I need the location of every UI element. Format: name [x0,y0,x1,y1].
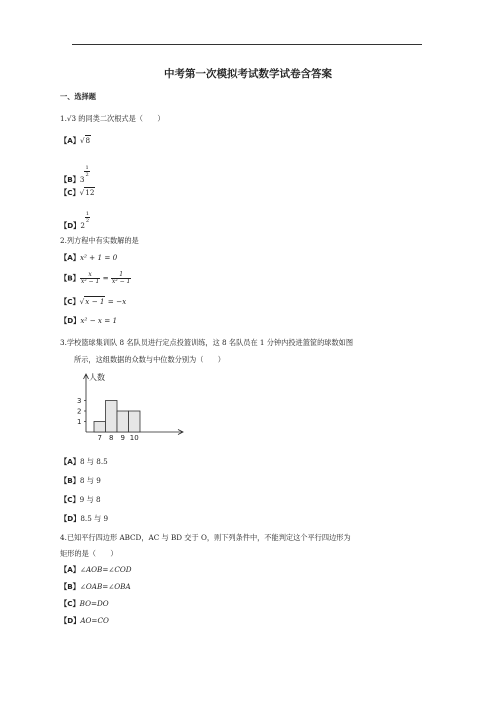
question-3-stem-line1: 3.学校篮球集训队 8 名队员进行定点投篮训练，这 8 名队员在 1 分钟内投进篮筐的球数如图 [60,338,354,347]
question-4-stem-line2: 矩形的是（ ） [60,549,118,558]
q1-option-d[interactable] [60,211,90,231]
y-axis-label: 人数 [89,373,105,382]
option-label: 【D】 [60,616,81,625]
question-3-stem-line2: 所示，这组数据的众数与中位数分别为（ ） [74,355,225,364]
question-2-stem: 2.列方程中有实数解的是 [60,236,139,245]
q4-option-c[interactable] [60,599,109,609]
section-heading: 一、选择题 [60,92,96,101]
header-rule [72,44,422,45]
radicand: x − 1 [85,297,105,306]
lhs-fraction: $\frac{x}{\text{x² − 1}}$ [80,271,100,285]
option-label: 【A】 [60,565,80,574]
bar [129,411,141,432]
x-tick-label: 7 [97,434,102,442]
option-label: 【C】 [60,599,80,608]
option-label: 【A】 [60,253,80,262]
bar [94,422,106,433]
x-tick-label: 9 [120,434,125,442]
q4-option-b[interactable] [60,582,131,592]
option-label: 【A】 [60,136,80,145]
option-label: 【B】 [60,582,80,591]
power-base: 2 [80,221,85,230]
q1-option-b[interactable] [60,165,90,185]
q4-option-d[interactable] [60,616,109,626]
bar [106,401,118,433]
x-tick-label: 8 [109,434,114,442]
option-label: 【D】 [60,514,81,523]
y-tick-label: 3 [77,397,82,405]
page-title: 中考第一次模拟考试数学试卷含答案 [164,68,332,80]
q1-option-a[interactable]: 【A】√8 [60,136,91,145]
exponent-fraction: $\frac{1}{2}$ [85,211,90,224]
q1-option-c[interactable]: 【C】√12 [60,188,95,197]
y-tick-label: 1 [77,418,82,426]
option-text: ∠OAB=∠OBA [79,582,131,591]
option-label: 【B】 [60,476,80,485]
option-text: 8 与 9 [79,476,101,485]
option-text: 8 与 8.5 [79,457,108,466]
option-label: 【C】 [60,297,80,306]
q2-option-c[interactable]: 【C】√x − 1 = −x [60,297,127,306]
rhs-fraction: $\frac{1}{\text{x² − 1}}$ [111,271,131,285]
option-text: ∠AOB=∠COD [79,565,132,574]
q4-option-a[interactable] [60,565,132,575]
option-text: BO=DO [79,599,109,608]
equation: x² − x = 1 [80,316,118,325]
equation-rest: = −x [105,297,127,306]
q2-option-d[interactable] [60,316,117,326]
q3-option-a[interactable] [60,457,108,467]
power-base: 3 [79,175,85,184]
option-label: 【A】 [60,457,80,466]
bar [117,411,129,432]
x-tick-label: 10 [129,434,139,442]
option-label: 【D】 [60,316,81,325]
q2-option-b[interactable]: 【B】 $\frac{x}{\text{x² − 1}}$ = $\frac{1}{\text{x² − 1}}$ [60,271,131,285]
option-label: 【C】 [60,188,80,197]
q3-option-b[interactable] [60,476,101,486]
option-label: 【C】 [60,495,80,504]
y-tick-label: 2 [77,407,82,416]
option-label: 【B】 [60,273,80,283]
exponent-fraction: $\frac{1}{2}$ [85,165,89,178]
option-text: AO=CO [80,616,109,625]
option-label: 【D】 [60,221,81,230]
q3-option-d[interactable] [60,514,108,524]
radicand: 8 [85,136,91,145]
question-1-stem: 1.√3 的同类二次根式是（ ） [60,114,165,123]
bar-chart [58,370,188,450]
equation: x² + 1 = 0 [79,253,118,262]
question-4-stem-line1: 4.已知平行四边形 ABCD，AC 与 BD 交于 O，则下列条件中，不能判定这个平行四边形为 [60,533,351,542]
radicand: 12 [85,188,95,197]
option-text: 9 与 8 [79,495,101,504]
option-label: 【B】 [60,175,80,184]
chart-bars [94,401,140,433]
q3-option-c[interactable] [60,495,101,505]
option-text: 8.5 与 9 [80,514,109,523]
q2-option-a[interactable] [60,253,117,263]
